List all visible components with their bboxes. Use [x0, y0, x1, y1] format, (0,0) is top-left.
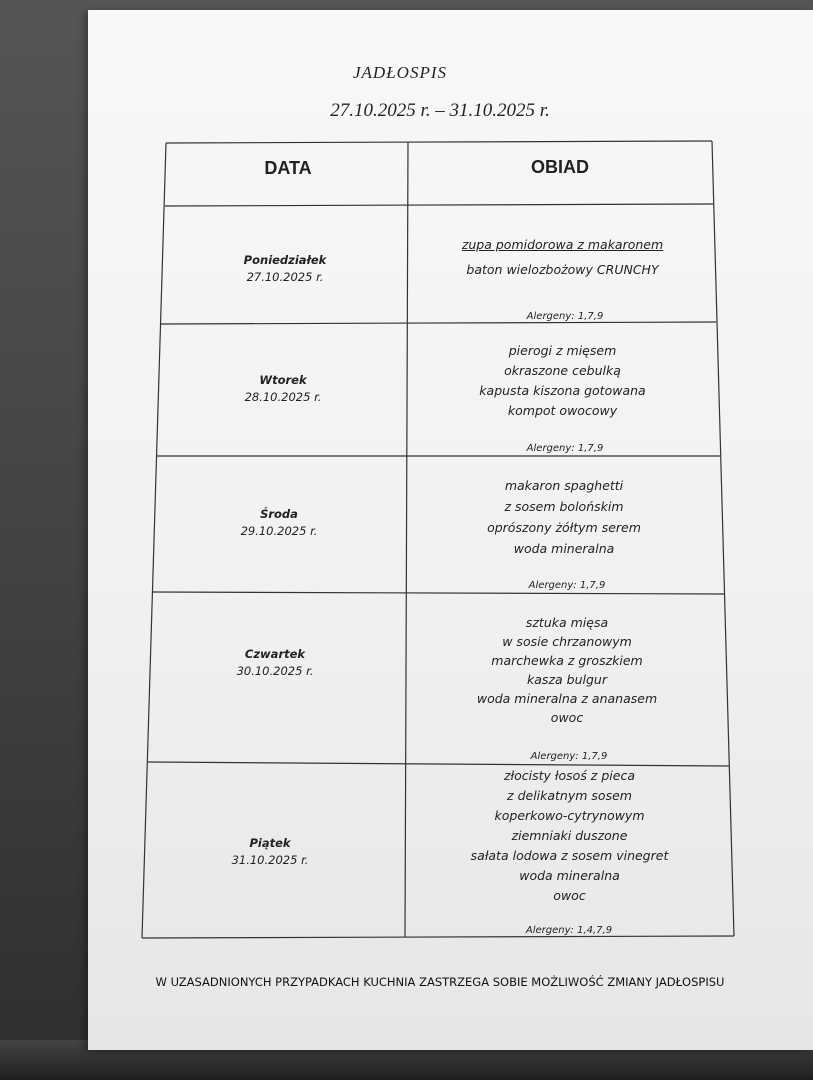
meal-item: baton wielozbożowy CRUNCHY — [466, 262, 659, 277]
day-date: 27.10.2025 r. — [246, 270, 324, 284]
meal-item: z delikatnym sosem — [507, 788, 632, 803]
day-friday — [185, 835, 355, 869]
meal-item: kompot owocowy — [507, 403, 618, 418]
day-monday — [200, 252, 370, 286]
header-meal: OBIAD — [531, 157, 589, 177]
menu-period: 27.10.2025 r. – 31.10.2025 r. — [330, 100, 550, 121]
meal-item: oprószony żółtym serem — [487, 520, 641, 535]
meal-item: kasza bulgur — [527, 672, 607, 687]
meal-item: pierogi z mięsem — [508, 343, 617, 358]
meal-item: zupa pomidorowa z makaronem — [461, 237, 664, 252]
meal-friday — [432, 766, 707, 906]
meal-item: sałata lodowa z sosem vinegret — [470, 848, 669, 863]
meal-item: z sosem bolońskim — [504, 499, 624, 514]
meal-wednesday — [430, 475, 698, 559]
meal-item: woda mineralna — [513, 541, 615, 556]
day-name: Poniedziałek — [243, 253, 327, 267]
meal-item: woda mineralna z ananasem — [476, 691, 658, 706]
day-tuesday — [198, 372, 368, 406]
meal-thursday — [432, 613, 702, 727]
meal-item: w sosie chrzanowym — [502, 634, 632, 649]
meal-item: makaron spaghetti — [504, 478, 624, 493]
meal-item: owoc — [550, 710, 584, 725]
day-thursday — [190, 646, 360, 680]
header-date: DATA — [264, 158, 312, 178]
day-name: Środa — [260, 507, 298, 521]
day-date: 31.10.2025 r. — [231, 853, 309, 867]
day-wednesday — [194, 506, 364, 540]
meal-tuesday — [430, 341, 695, 421]
menu-footer-note: W UZASADNIONYCH PRZYPADKACH KUCHNIA ZASTRZEGA SOBIE MOŻLIWOŚĆ ZMIANY JADŁOSPISU — [155, 975, 725, 989]
day-name: Czwartek — [244, 647, 306, 661]
day-name: Wtorek — [259, 373, 307, 387]
day-date: 29.10.2025 r. — [240, 524, 318, 538]
meal-item: złocisty łosoś z pieca — [504, 768, 635, 783]
meal-item: okraszone cebulką — [504, 363, 621, 378]
allergens-monday: Alergeny: 1,7,9 — [526, 311, 604, 322]
meal-monday — [430, 232, 695, 282]
meal-item: koperkowo-cytrynowym — [494, 808, 645, 823]
day-date: 30.10.2025 r. — [236, 664, 314, 678]
day-name: Piątek — [249, 836, 291, 850]
allergens-friday: Alergeny: 1,4,7,9 — [525, 925, 613, 936]
meal-item: ziemniaki duszone — [511, 828, 628, 843]
meal-item: woda mineralna — [519, 868, 620, 883]
meal-item: owoc — [553, 888, 586, 903]
meal-item: sztuka mięsa — [525, 615, 609, 630]
day-date: 28.10.2025 r. — [244, 390, 322, 404]
meal-item: marchewka z groszkiem — [491, 653, 643, 668]
meal-item: kapusta kiszona gotowana — [479, 383, 646, 398]
allergens-thursday: Alergeny: 1,7,9 — [530, 751, 608, 762]
allergens-tuesday: Alergeny: 1,7,9 — [526, 443, 604, 454]
allergens-wednesday: Alergeny: 1,7,9 — [528, 580, 606, 591]
menu-title: JADŁOSPIS — [353, 63, 447, 82]
